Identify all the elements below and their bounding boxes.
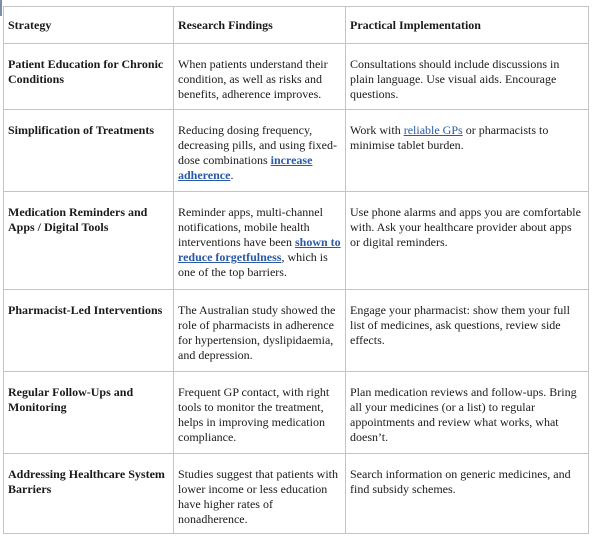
table-row	[4, 454, 589, 534]
column-header-practical-implementation: Practical Implementation	[346, 7, 589, 44]
strategy-cell: Regular Follow-Ups and Monitoring	[4, 372, 174, 454]
table-row	[4, 372, 589, 454]
implementation-text: Use phone alarms and apps you are comfortable with. Ask your healthcare provider about apps or digital reminders.	[350, 205, 581, 249]
implementation-text: Search information on generic medicines, and find subsidy schemes.	[350, 467, 571, 496]
findings-text: When patients understand their condition, as well as risks and benefits, adherence improves.	[178, 57, 328, 101]
strategy-table	[3, 6, 589, 534]
findings-cell	[174, 290, 346, 372]
findings-text: Frequent GP contact, with right tools to monitor the treatment, helps in improving medication compliance.	[178, 385, 330, 444]
implementation-text-end: or pharmacists to minimise tablet burden.	[350, 123, 549, 152]
findings-text: Reminder apps, multi-channel notifications, mobile health interventions have been	[178, 205, 323, 249]
findings-cell	[174, 44, 346, 110]
findings-cell	[174, 454, 346, 534]
implementation-cell	[346, 44, 589, 110]
column-header-research-findings: Research Findings	[174, 7, 346, 44]
implementation-text: Consultations should include discussions in plain language. Use visual aids. Encourage questions.	[350, 57, 560, 101]
table-header-row	[4, 7, 589, 44]
implementation-cell	[346, 454, 589, 534]
column-header-strategy: Strategy	[4, 7, 174, 44]
implementation-cell	[346, 110, 589, 192]
implementation-text: Plan medication reviews and follow-ups. Bring all your medicines (or a list) to regular appointments and review what works, what doesn’t.	[350, 385, 577, 444]
table-row	[4, 192, 589, 290]
shown-to-reduce-forgetfulness-link[interactable]: shown to reduce forgetfulness	[178, 235, 341, 264]
implementation-cell	[346, 372, 589, 454]
strategy-cell: Pharmacist-Led Interventions	[4, 290, 174, 372]
findings-cell	[174, 110, 346, 192]
implementation-text: Engage your pharmacist: show them your full list of medicines, ask questions, review side effects.	[350, 303, 570, 347]
strategy-cell: Simplification of Treatments	[4, 110, 174, 192]
strategy-cell: Patient Education for Chronic Conditions	[4, 44, 174, 110]
table-row	[4, 44, 589, 110]
findings-cell	[174, 192, 346, 290]
findings-text: The Australian study showed the role of pharmacists in adherence for hypertension, dyslipidaemia, and depression.	[178, 303, 336, 362]
reliable-gps-link[interactable]: reliable GPs	[403, 123, 463, 137]
implementation-cell	[346, 290, 589, 372]
findings-text: Studies suggest that patients with lower income or less education have higher rates of nonadherence.	[178, 467, 338, 526]
implementation-cell	[346, 192, 589, 290]
findings-text-end: , which is one of the top barriers.	[178, 250, 328, 279]
table-row	[4, 290, 589, 372]
strategy-cell: Medication Reminders and Apps / Digital Tools	[4, 192, 174, 290]
findings-text: Reducing dosing frequency, decreasing pills, and using fixed-dose combinations	[178, 123, 337, 167]
implementation-text: Work with	[350, 123, 404, 137]
findings-cell	[174, 372, 346, 454]
increase-adherence-link[interactable]: increase adherence	[178, 153, 313, 182]
strategy-cell: Addressing Healthcare System Barriers	[4, 454, 174, 534]
window-edge-marker	[0, 0, 2, 16]
table-row	[4, 110, 589, 192]
findings-text-end: .	[230, 168, 234, 182]
